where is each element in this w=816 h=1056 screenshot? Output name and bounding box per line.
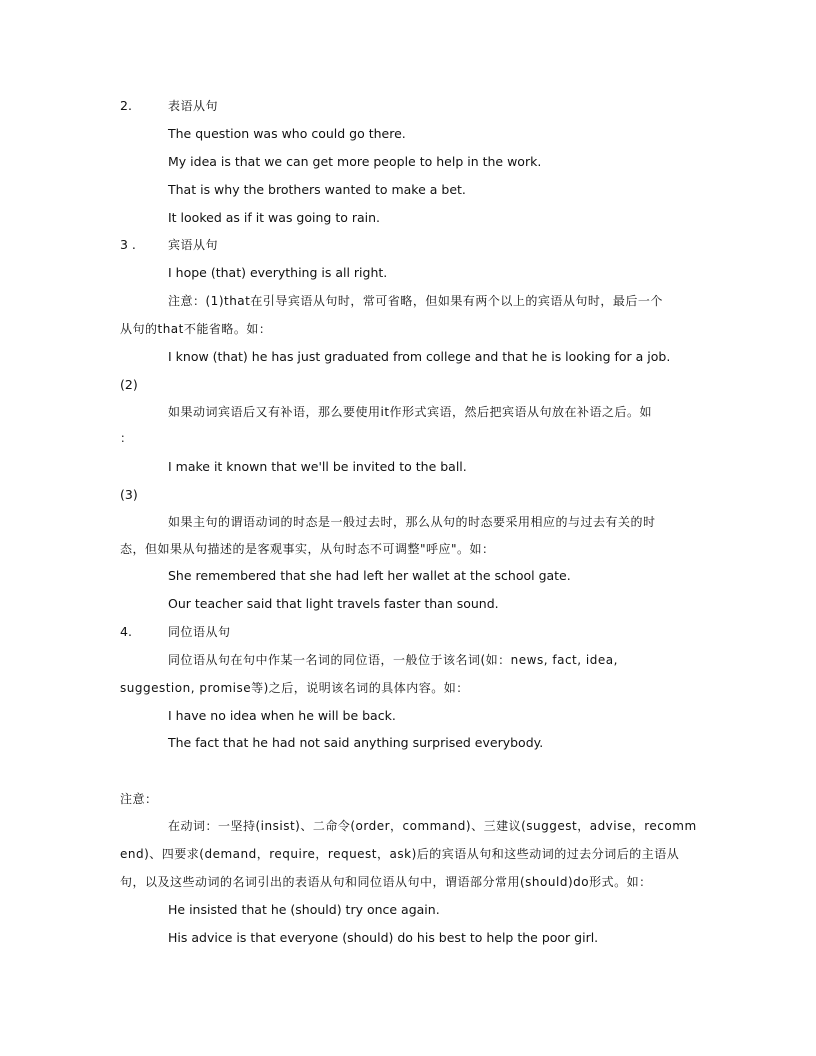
section-3-note-3-example-2: Our teacher said that light travels faster than sound.	[168, 596, 499, 611]
section-3-note-3-marker: (3)	[120, 487, 138, 502]
section-3-note-2-example: I make it known that we'll be invited to the ball.	[168, 459, 467, 474]
final-note-example-1: He insisted that he (should) try once again.	[168, 902, 440, 917]
section-2-example-3: That is why the brothers wanted to make a bet.	[168, 182, 466, 197]
section-2-title: 表语从句	[168, 99, 219, 113]
section-3-note-3-example-1: She remembered that she had left her wallet at the school gate.	[168, 568, 571, 583]
section-3-note-3-line-2: 态，但如果从句描述的是客观事实，从句时态不可调整"呼应"。如：	[120, 542, 495, 556]
section-2-example-4: It looked as if it was going to rain.	[168, 210, 381, 225]
section-2-number: 2.	[120, 98, 132, 113]
section-2-example-2: My idea is that we can get more people to help in the work.	[168, 154, 542, 169]
section-4-title: 同位语从句	[168, 625, 231, 639]
section-4-desc-line-2: suggestion, promise等)之后，说明该名词的具体内容。如：	[120, 681, 469, 695]
final-note-line-1: 在动词：一坚持(insist)、二命令(order，command)、三建议(suggest，advise，recomm	[168, 819, 697, 833]
section-3-title: 宾语从句	[168, 238, 219, 252]
section-3-note-1-example: I know (that) he has just graduated from college and that he is looking for a job.	[168, 349, 671, 364]
section-3-note-1-line-1: 注意：(1)that在引导宾语从句时，常可省略，但如果有两个以上的宾语从句时，最后一个	[168, 294, 663, 308]
section-4-example-2: The fact that he had not said anything surprised everybody.	[168, 735, 544, 750]
final-note-heading: 注意：	[120, 792, 158, 806]
section-4-number: 4.	[120, 624, 132, 639]
section-2-example-1: The question was who could go there.	[168, 126, 406, 141]
final-note-line-3: 句，以及这些动词的名词引出的表语从句和同位语从句中，谓语部分常用(should)do形式。如：	[120, 875, 652, 889]
section-3-number: 3 .	[120, 237, 136, 252]
section-3-note-2-line-2: ：	[120, 431, 133, 445]
section-3-example: I hope (that) everything is all right.	[168, 265, 388, 280]
section-3-note-2-line-1: 如果动词宾语后又有补语，那么要使用it作形式宾语，然后把宾语从句放在补语之后。如	[168, 405, 653, 419]
section-3-note-3-line-1: 如果主句的谓语动词的时态是一般过去时，那么从句的时态要采用相应的与过去有关的时	[168, 515, 656, 529]
final-note-example-2: His advice is that everyone (should) do his best to help the poor girl.	[168, 930, 599, 945]
section-3-note-2-marker: (2)	[120, 377, 138, 392]
section-3-note-1-line-2: 从句的that不能省略。如：	[120, 322, 272, 336]
section-4-example-1: I have no idea when he will be back.	[168, 708, 396, 723]
section-4-desc-line-1: 同位语从句在句中作某一名词的同位语，一般位于该名词(如：news, fact, idea,	[168, 653, 618, 667]
final-note-line-2: end)、四要求(demand，require，request，ask)后的宾语从句和这些动词的过去分词后的主语从	[120, 847, 680, 861]
